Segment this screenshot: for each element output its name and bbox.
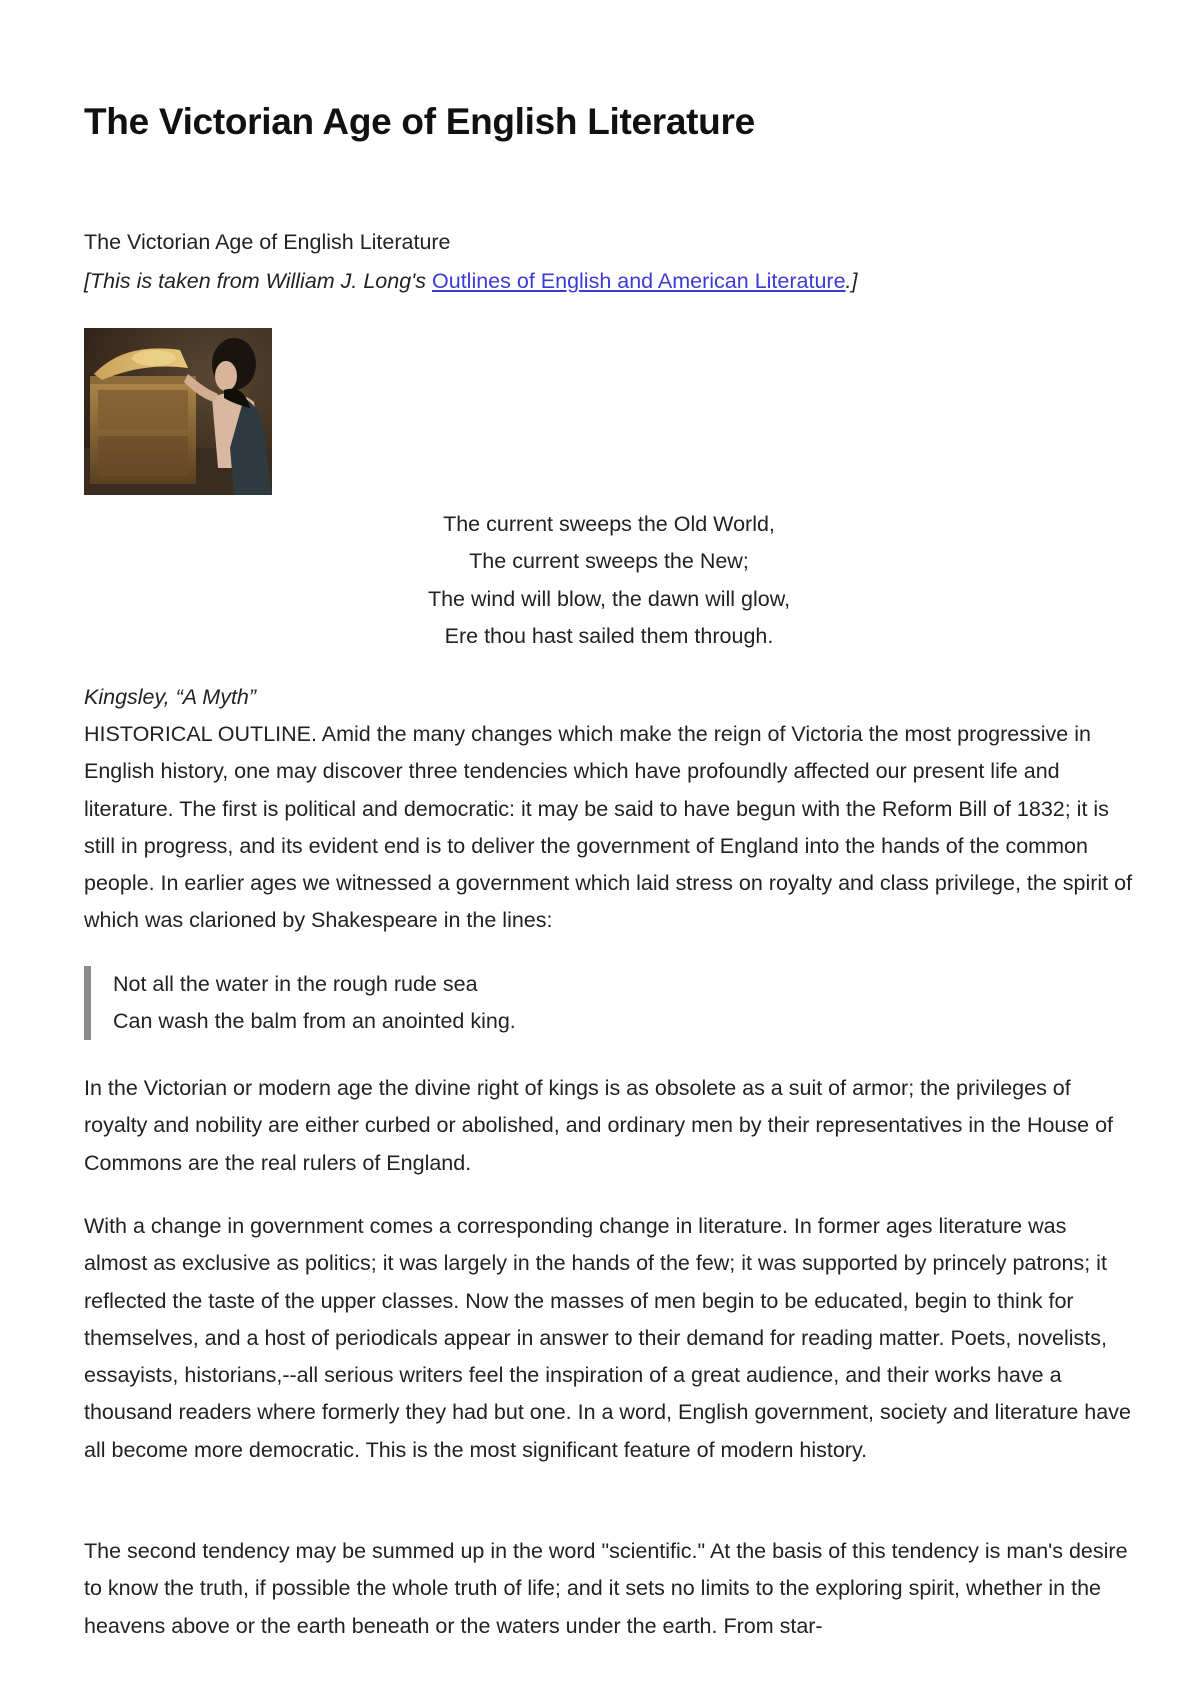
paragraph-second-tendency: The second tendency may be summed up in the word "scientific." At the basis of this tendency is man's desire to know the truth, if possible the whole truth of life; and it sets no limits to the exploring spirit, whether in the heavens above or the earth beneath or the waters under the earth. From star- [84,1539,1128,1638]
pandora-painting-image [84,328,272,495]
poem-attribution: Kingsley, “A Myth” [84,685,257,709]
paragraph-historical-outline: HISTORICAL OUTLINE. Amid the many changes which make the reign of Victoria the most progressive in English history, one may discover three tendencies which have profoundly affected our present life and literature. The first is political and democratic: it may be said to have begun with the Reform Bill of 1832; it is still in progress, and its evident end is to deliver the government of England into the hands of the common people. In earlier ages we witnessed a government which laid stress on royalty and class privilege, the spirit of which was clarioned by Shakespeare in the lines: [84,722,1133,933]
poem-line: The wind will blow, the dawn will glow, [427,586,791,611]
epigraph-poem [84,506,1134,655]
source-prefix: [This is taken from William J. Long's [84,269,433,293]
source-suffix: .] [845,269,858,293]
source-link[interactable]: Outlines of English and American Literature [432,269,846,293]
quote-line: Can wash the balm from an anointed king. [113,1009,516,1033]
poem-line: The current sweeps the New; [469,549,749,574]
source-note [84,263,1134,299]
quote-line: Not all the water in the rough rude sea [113,972,478,996]
paragraph-victorian-age: In the Victorian or modern age the divine right of kings is as obsolete as a suit of armor; the privileges of royalty and nobility are either curbed or abolished, and ordinary men by their representatives in the House of Commons are the real rulers of England. [84,1076,1113,1175]
poem-line: Ere thou hast sailed them through. [444,623,774,648]
blockquote [84,966,1113,1040]
intro-title: The Victorian Age of English Literature [84,230,451,254]
intro-block [84,227,1134,299]
poem-line: The current sweeps the Old World, [443,512,775,536]
paragraph-literature-change: With a change in government comes a corresponding change in literature. In former ages literature was almost as exclusive as politics; it was largely in the hands of the few; it was supported by princely patrons; it reflected the taste of the upper classes. Now the masses of men begin to be educated, begin to think for themselves, and a host of periodicals appear in answer to their demand for reading matter. Poets, novelists, essayists, historians,--all serious writers feel the inspiration of a great audience, and their works have a thousand readers where formerly they had but one. In a word, English government, society and literature have all become more democratic. This is the most significant feature of modern history. [84,1214,1131,1462]
page-title: The Victorian Age of English Literature [84,101,755,142]
